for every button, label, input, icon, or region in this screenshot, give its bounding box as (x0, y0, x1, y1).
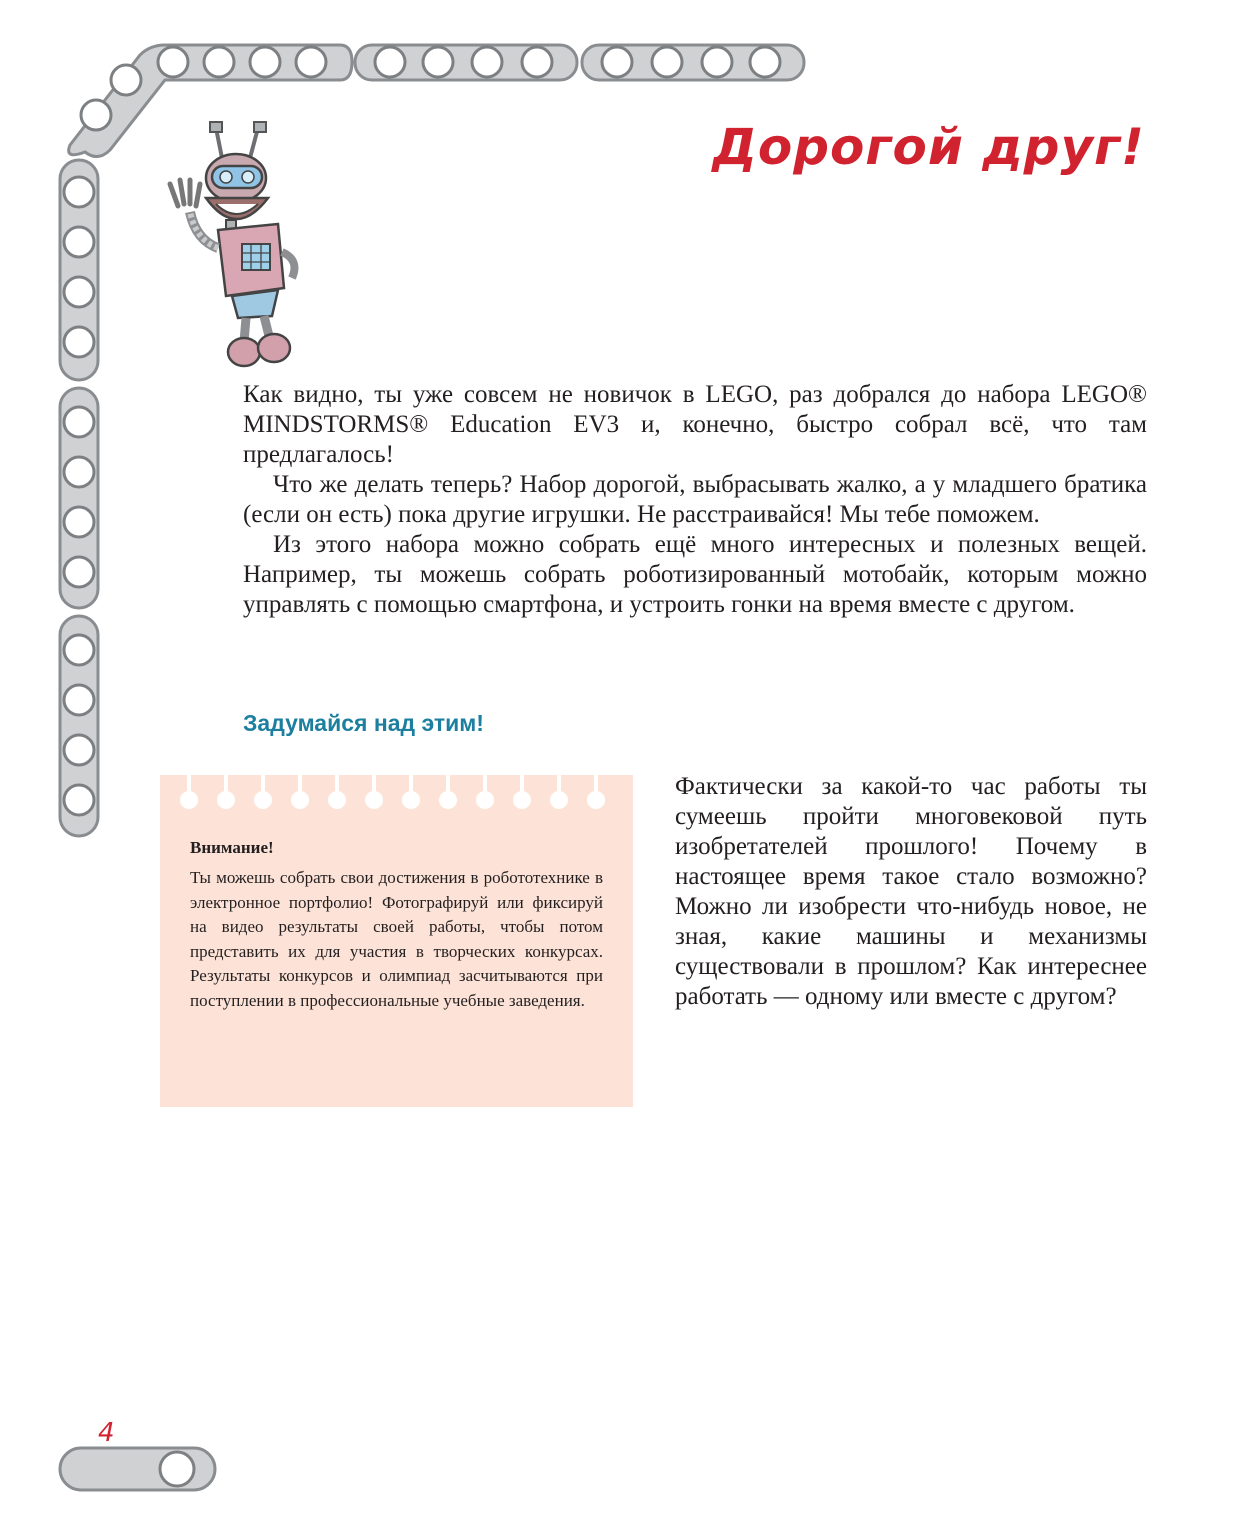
section-heading: Задумайся над этим! (243, 710, 484, 736)
note-heading: Внимание! (190, 838, 274, 857)
intro-paragraph-1: Как видно, ты уже совсем не новичок в LEGO, раз добрался до набора LEGO® MINDSTORMS® Education EV3 и, конечно, быстро собрал всё, что там предлагалось! (243, 381, 1147, 468)
robot-illustration (160, 120, 310, 370)
intro-text (243, 380, 1147, 620)
side-text: Фактически за какой-то час работы ты сумеешь пройти многовековой путь изобретателей прошлого! Почему в настоящее время такое стало возможно? Можно ли изобрести что-нибудь новое, не зная, какие машины и механизмы существовали в прошлом? Как интереснее работать — одному или вместе с другом? (675, 773, 1147, 1010)
intro-paragraph-3: Из этого набора можно собрать ещё много интересных и полезных вещей. Например, ты можешь собрать роботизированный мотобайк, которым можно управлять с помощью смартфона, и устроить гонки на время вместе с другом. (243, 531, 1147, 618)
page-title: Дорогой друг! (712, 118, 1145, 176)
intro-paragraph-2: Что же делать теперь? Набор дорогой, выбрасывать жалко, а у младшего братика (если он есть) пока другие игрушки. Не расстраивайся! Мы тебе поможем. (243, 471, 1147, 528)
note-text: Ты можешь собрать свои достижения в робототехнике в электронное портфолио! Фотографируй или фиксируй на видео результаты своей работы, чтобы потом представить их для участия в творческих конкурсах. Результаты конкурсов и олимпиад засчитываются при поступлении в профессиональные учебные заведения. (190, 868, 603, 1010)
notebook-holes (160, 775, 633, 815)
page-number: 4 (98, 1418, 115, 1448)
